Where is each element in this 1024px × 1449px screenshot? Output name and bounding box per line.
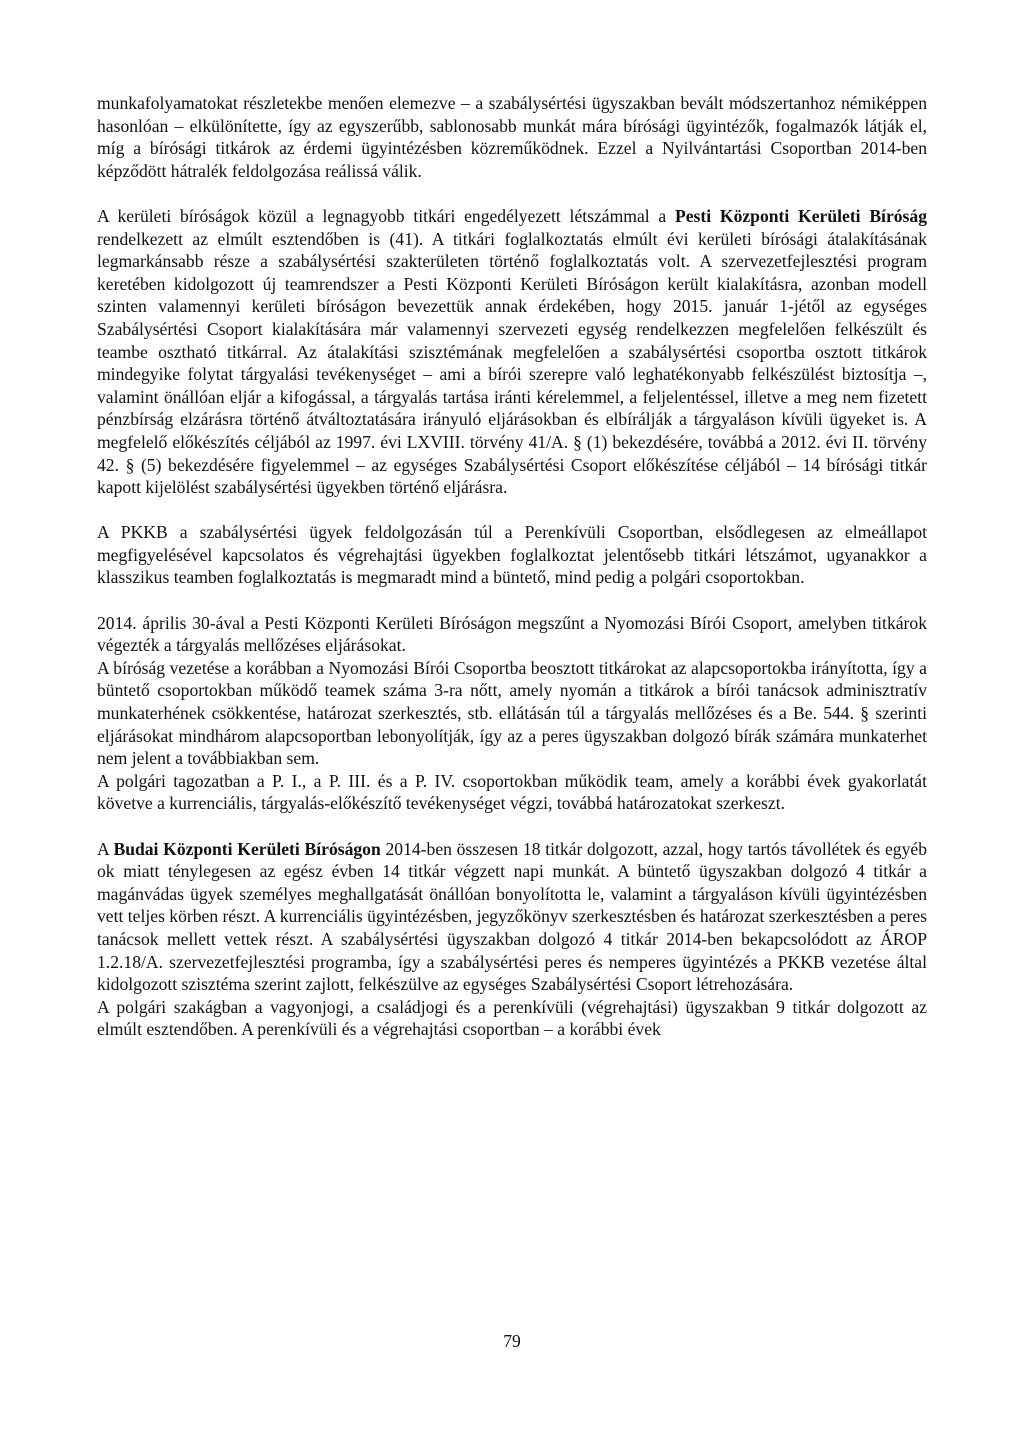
paragraph-criminal-teams: A bíróság vezetése a korábban a Nyomozási Bírói Csoportba beosztott titkárokat az alapcsoportokba irányította, így a büntető csoportokban működő teamek száma 3-ra nőtt, amely nyomán a titkárok a bírói tanácsok adminisztratív munkaterhének csökkentése, határozat szerkesztés, stb. ellátásán túl a tárgyalás mellőzéses és a Be. 544. § szerinti eljárásokat mindhárom alapcsoportban lebonyolítják, így az a peres ügyszakban dolgozó bírák számára munkaterhet nem jelent a továbbiakban sem. — [97, 657, 927, 769]
court-name-budai-kozponti: Budai Központi Kerületi Bíróságon — [113, 838, 381, 859]
paragraph-pkkb-non-litigious: A PKKB a szabálysértési ügyek feldolgozásán túl a Perenkívüli Csoportban, elsődlegesen az elmeállapot megfigyelésével kapcsolatos és végrehajtási ügyekben foglalkoztat jelentősebb titkári létszámot, ugyanakkor a klasszikus teamben foglalkoztatás is megmaradt mind a büntető, mind pedig a polgári csoportokban. — [97, 522, 927, 588]
paragraph-pkkb-secretaries — [97, 205, 927, 499]
paragraph-pkkb-secretaries-rest: rendelkezett az elmúlt esztendőben is (41). A titkári foglalkoztatás elmúlt évi kerületi bírósági átalakításának legmarkánsabb része a szabálysértési szakterületen történő foglalkoztatás volt. A szervezetfejlesztési program keretében kidolgozott új teamrendszer a Pesti Központi Kerületi Bíróságon került kialakításra, azonban modell szinten valamennyi kerületi bíróságon bevezettük annak érdekében, hogy 2015. január 1-jétől az egységes Szabálysértési Csoport kialakítására már valamennyi szervezeti egység rendelkezzen megfelelően felkészült és teambe osztható titkárral. Az átalakítási szisztémának megfelelően a szabálysértési csoportba osztott titkárok mindegyike folytat tárgyalási tevékenységet – ami a bírói szerepre való leghatékonyabb felkészülést biztosítja –, valamint önállóan eljár a kifogással, a tárgyalás tartása iránti kérelemmel, a feljelentéssel, illetve a meg nem fizetett pénzbírság elzárásra történő átváltoztatására irányuló eljárásokban és elbírálják a tárgyaláson kívüli ügyeket is. A megfelelő előkészítés céljából az 1997. évi LXVIII. törvény 41/A. § (1) bekezdésére, továbbá a 2012. évi II. törvény 42. § (5) bekezdésére figyelemmel – az egységes Szabálysértési Csoport előkészítése céljából – 14 bírósági titkár kapott kijelölést szabálysértési ügyekben történő eljárásra. — [97, 228, 927, 498]
paragraph-investigative-group-closure: 2014. április 30-ával a Pesti Központi Kerületi Bíróságon megszűnt a Nyomozási Bírói Csoport, amelyben titkárok végezték a tárgyalás mellőzéses eljárásokat. — [97, 612, 927, 656]
paragraph-civil-branch: A polgári szakágban a vagyonjogi, a családjogi és a perenkívüli (végrehajtási) ügyszakban 9 titkár dolgozott az elmúlt esztendőben. A perenkívüli és a végrehajtási csoportban – a korábbi évek — [97, 996, 927, 1040]
document-body — [97, 92, 927, 1041]
court-name-pesti-kozponti: Pesti Központi Kerületi Bíróság — [674, 205, 927, 226]
paragraph-bkkb-secretaries — [97, 838, 927, 996]
paragraph-bkkb-secretaries-rest: 2014-ben összesen 18 titkár dolgozott, azzal, hogy tartós távollétek és egyéb ok miatt ténylegesen az egész évben 14 titkár végzett napi munkát. A büntető ügyszakban dolgozó 4 titkár a magánvádas ügyek személyes meghallgatását önállóan bonyolította le, valamint a tárgyaláson kívüli ügyintézésben vett teljes körben részt. A kurrenciális ügyintézésben, jegyzőkönyv szerkesztésben és határozat szerkesztésben a peres tanácsok mellett vettek részt. A szabálysértési ügyszakban dolgozó 4 titkár 2014-ben bekapcsolódott az ÁROP 1.2.18/A. szervezetfejlesztési programba, így a szabálysértési peres és nemperes ügyintézés a PKKB vezetése által kidolgozott szisztéma szerint zajlott, felkészülve az egységes Szabálysértési Csoport létrehozására. — [97, 838, 927, 995]
paragraph-civil-teams: A polgári tagozatban a P. I., a P. III. és a P. IV. csoportokban működik team, amely a korábbi évek gyakorlatát követve a kurrenciális, tárgyalás-előkészítő tevékenységet végzi, továbbá határozatokat szerkeszt. — [97, 770, 927, 814]
paragraph-pkkb-secretaries-lead: A kerületi bíróságok közül a legnagyobb titkári engedélyezett létszámmal a — [97, 205, 675, 226]
paragraph-workflow-analysis: munkafolyamatokat részletekbe menően elemezve – a szabálysértési ügyszakban bevált módszertanhoz némiképpen hasonlóan – elkülönítette, így az egyszerűbb, sablonosabb munkát mára bírósági ügyintézők, fogalmazók látják el, míg a bírósági titkárok az érdemi ügyintézésben közreműködnek. Ezzel a Nyilvántartási Csoportban 2014-ben képződött hátralék feldolgozása reálissá válik. — [97, 93, 927, 181]
paragraph-bkkb-secretaries-lead: A — [97, 838, 114, 859]
page-number: 79 — [503, 1331, 521, 1351]
